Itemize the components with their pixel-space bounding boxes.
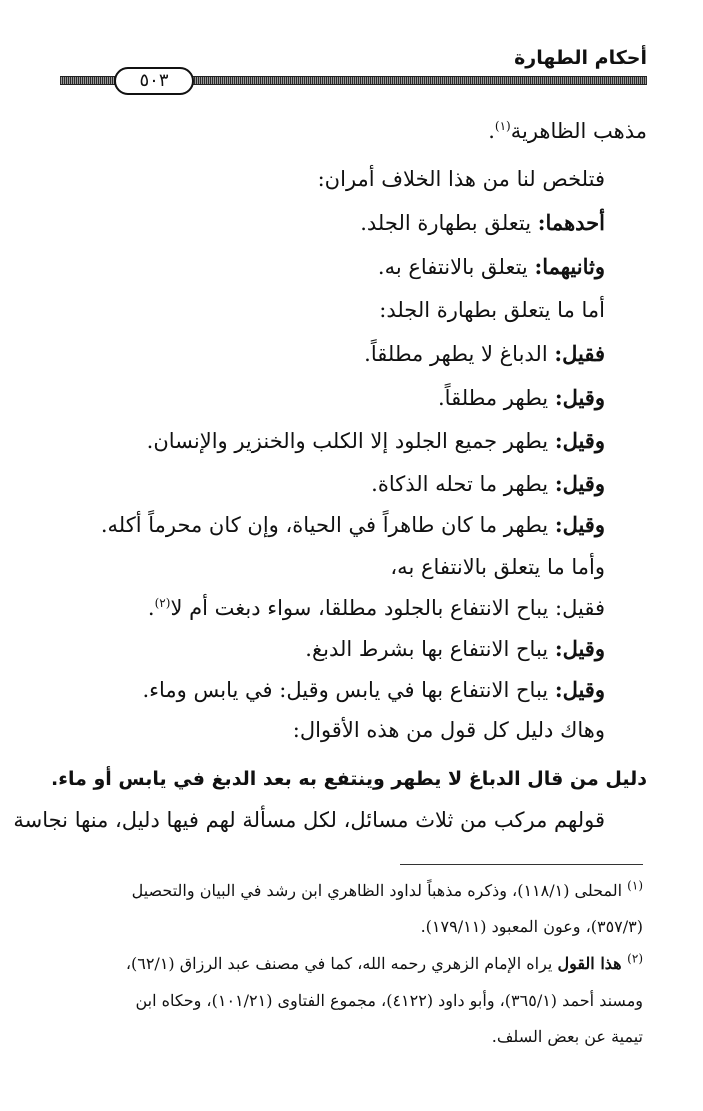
body-line-15: وهاك دليل كل قول من هذه الأقوال:	[292, 718, 605, 742]
label: فقيل:	[554, 341, 605, 366]
footnote-text-bold: هذا القول	[557, 954, 628, 973]
label: وثانيهما:	[534, 254, 605, 279]
body-line-8	[147, 426, 605, 456]
body-line-1	[488, 116, 647, 146]
body-line-2: فتلخص لنا من هذا الخلاف أمران:	[317, 167, 605, 191]
footnote-marker-2: (٢)	[627, 951, 643, 966]
header-rule-left	[60, 76, 115, 85]
body-text: يطهر ما كان طاهراً في الحياة، وإن كان محرماً أكله.	[100, 513, 555, 537]
header-rule	[188, 76, 647, 85]
body-text: يتعلق بالانتفاع به.	[377, 255, 535, 279]
page-number: ٥٠٣	[114, 67, 194, 95]
footnote-separator	[400, 864, 643, 865]
body-text: الدباغ لا يطهر مطلقاً.	[364, 342, 555, 366]
body-line-3	[360, 208, 605, 238]
body-text: .	[147, 596, 155, 620]
label: وقيل:	[554, 677, 605, 702]
body-line-7	[438, 383, 605, 413]
footnote-1-line-2: (٣٥٧/٣)، وعون المعبود (١٧٩/١١).	[420, 917, 643, 936]
body-line-14	[142, 675, 605, 705]
footnote-ref-1[interactable]: (١)	[494, 119, 511, 133]
label: وقيل:	[554, 428, 605, 453]
label: وقيل:	[554, 512, 605, 537]
label: وقيل:	[554, 471, 605, 496]
body-line-12	[148, 593, 605, 623]
body-line-11: وأما ما يتعلق بالانتفاع به،	[390, 555, 605, 579]
body-text: فقيل: يباح الانتفاع بالجلود مطلقا، سواء دبغت أم لا	[170, 596, 605, 620]
body-line-5: أما ما يتعلق بطهارة الجلد:	[379, 298, 605, 322]
label: أحدهما:	[537, 210, 605, 235]
body-text: يطهر ما تحله الذكاة.	[371, 472, 555, 496]
footnote-text: المحلى (١١٨/١)، وذكره مذهباً لداود الظاهري ابن رشد في البيان والتحصيل	[131, 881, 628, 900]
running-header-title: أحكام الطهارة	[514, 47, 647, 69]
label: وقيل:	[554, 385, 605, 410]
body-text: يطهر جميع الجلود إلا الكلب والخنزير والإنسان.	[146, 429, 555, 453]
body-line-9	[371, 469, 605, 499]
footnote-2-line-3: تيمية عن بعض السلف.	[491, 1027, 643, 1046]
body-line-4	[378, 252, 605, 282]
section-heading: دليل من قال الدباغ لا يطهر وينتفع به بعد الدبغ في يابس أو ماء.	[51, 768, 647, 790]
footnote-2-line-1	[126, 951, 643, 977]
body-text: .	[488, 119, 495, 143]
body-line-16: قولهم مركب من ثلاث مسائل، لكل مسألة لهم فيها دليل، منها نجاسة	[13, 808, 605, 832]
footnote-text: يراه الإمام الزهري رحمه الله، كما في مصنف عبد الرزاق (٦٢/١)،	[125, 954, 558, 973]
body-text: يطهر مطلقاً.	[438, 386, 555, 410]
footnote-1-line-1	[132, 878, 643, 904]
footnote-marker-1: (١)	[627, 878, 643, 893]
footnote-ref-2[interactable]: (٢)	[154, 596, 171, 610]
body-line-6	[364, 339, 605, 369]
body-text: مذهب الظاهرية	[510, 119, 647, 143]
body-text: يباح الانتفاع بها في يابس وقيل: في يابس وماء.	[142, 678, 555, 702]
label: وقيل:	[554, 636, 605, 661]
body-line-10	[101, 510, 605, 540]
body-text: يتعلق بطهارة الجلد.	[360, 211, 538, 235]
body-line-13	[305, 634, 605, 664]
body-text: يباح الانتفاع بها بشرط الدبغ.	[305, 637, 555, 661]
footnote-2-line-2: ومسند أحمد (٣٦٥/١)، وأبو داود (٤١٢٢)، مجموع الفتاوى (١٠١/٢١)، وحكاه ابن	[135, 991, 643, 1010]
